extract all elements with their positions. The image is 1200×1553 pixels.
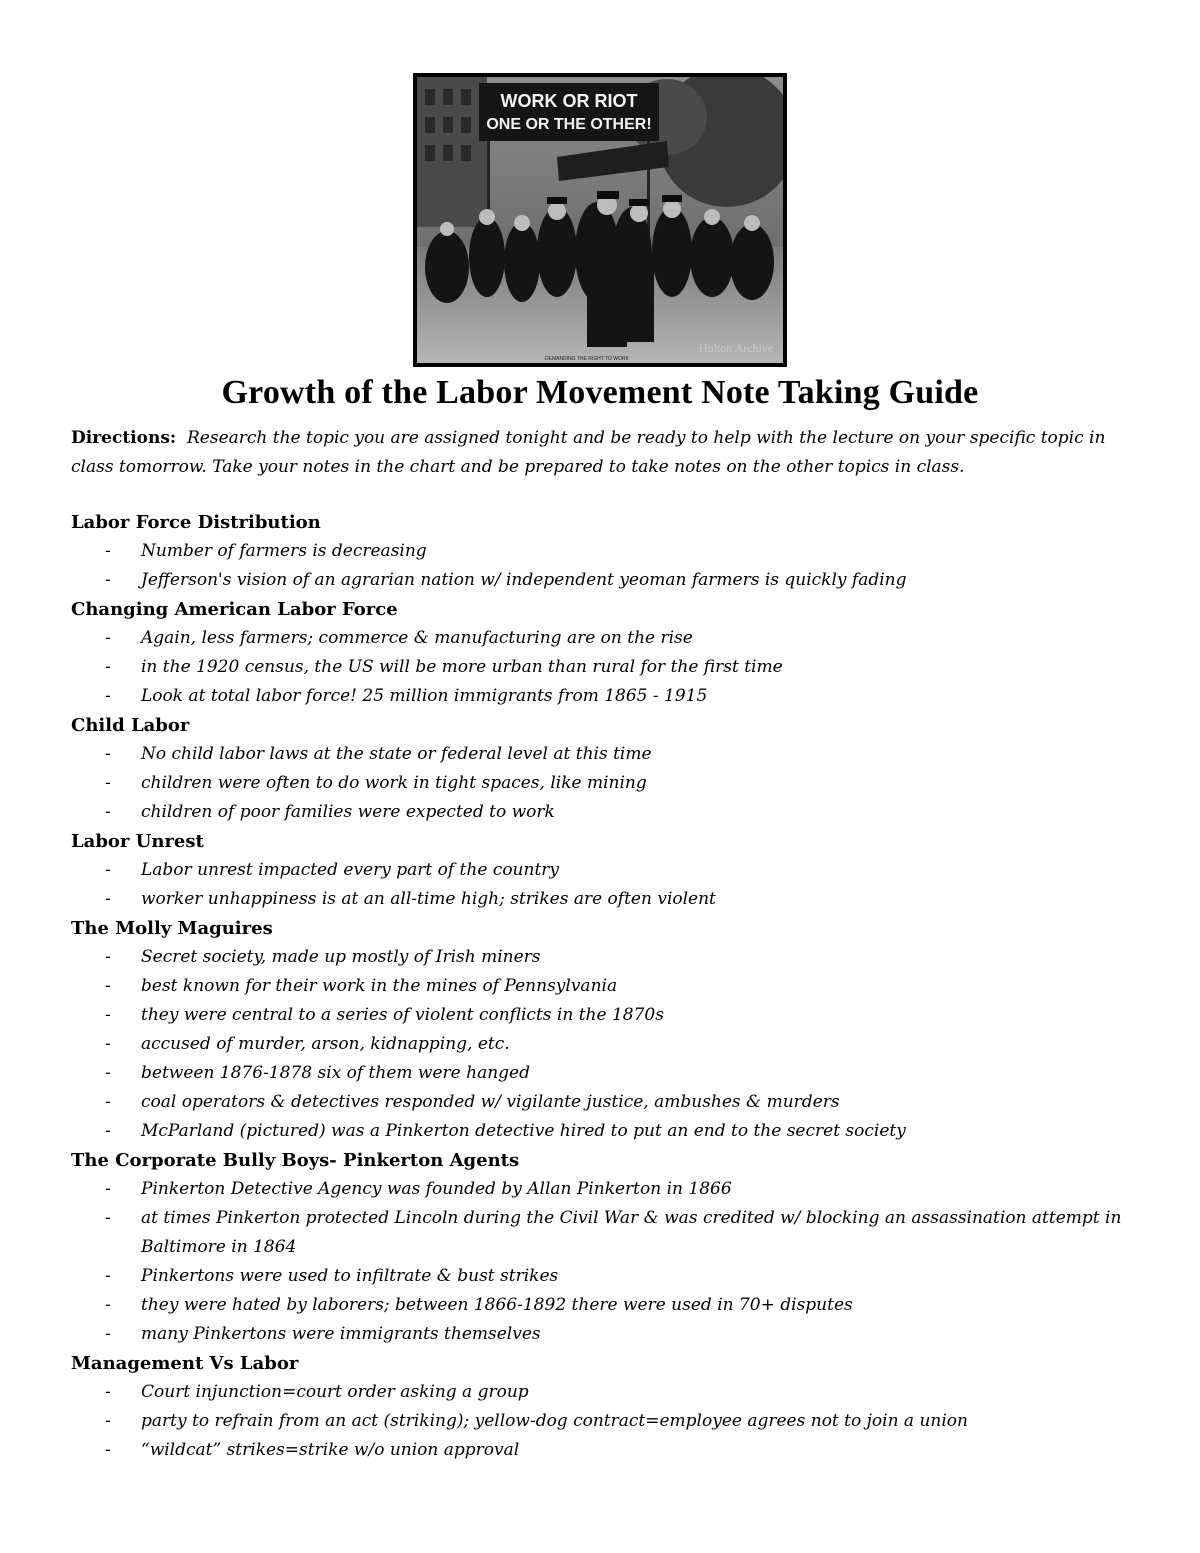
bullet-list	[71, 943, 1151, 1146]
section-heading: Changing American Labor Force	[71, 599, 398, 620]
bullet-list	[71, 740, 1151, 827]
list-item	[71, 972, 1151, 1001]
dash-bullet-icon: -	[105, 1005, 111, 1025]
list-item	[71, 1378, 1151, 1407]
bullet-text: Look at total labor force! 25 million immigrants from 1865 - 1915	[141, 686, 708, 706]
bullet-list	[71, 624, 1151, 711]
section-heading: The Corporate Bully Boys- Pinkerton Agents	[71, 1150, 520, 1171]
bullet-text: many Pinkertons were immigrants themselves	[141, 1324, 541, 1344]
section	[71, 914, 1151, 1146]
dash-bullet-icon: -	[105, 1382, 111, 1402]
bullet-text: “wildcat” strikes=strike w/o union approval	[141, 1440, 520, 1460]
banner-line-2: ONE OR THE OTHER!	[486, 116, 652, 133]
notes-content	[71, 508, 1151, 1465]
section-heading: Labor Unrest	[71, 831, 204, 852]
list-item	[71, 1175, 1151, 1204]
section-heading: Child Labor	[71, 715, 190, 736]
dash-bullet-icon: -	[105, 744, 111, 764]
section-heading: Labor Force Distribution	[71, 512, 321, 533]
dash-bullet-icon: -	[105, 1179, 111, 1199]
section-heading: The Molly Maguires	[71, 918, 273, 939]
dash-bullet-icon: -	[105, 947, 111, 967]
dash-bullet-icon: -	[105, 1295, 111, 1315]
dash-bullet-icon: -	[105, 773, 111, 793]
directions-text: Research the topic you are assigned tonight and be ready to help with the lecture on your specific topic in class tomorrow. Take your notes in the chart and be prepared to take notes on the other topics in class.	[71, 428, 1106, 477]
list-item	[71, 1117, 1151, 1146]
list-item	[71, 1291, 1151, 1320]
page-title: Growth of the Labor Movement Note Taking Guide	[221, 374, 979, 411]
bullet-text: Jefferson's vision of an agrarian nation w/ independent yeoman farmers is quickly fading	[141, 570, 907, 590]
bullet-text: Number of farmers is decreasing	[141, 541, 427, 561]
section	[71, 827, 1151, 914]
list-item	[71, 798, 1151, 827]
dash-bullet-icon: -	[105, 657, 111, 677]
bullet-text: children were often to do work in tight spaces, like mining	[141, 773, 647, 793]
list-item	[71, 856, 1151, 885]
list-item	[71, 1262, 1151, 1291]
photo-caption: DEMANDING THE RIGHT TO WORK	[545, 356, 629, 362]
list-item	[71, 740, 1151, 769]
bullet-text: McParland (pictured) was a Pinkerton detective hired to put an end to the secret society	[141, 1121, 906, 1141]
list-item	[71, 1436, 1151, 1465]
dash-bullet-icon: -	[105, 570, 111, 590]
header-photo	[413, 73, 787, 367]
bullet-text: accused of murder, arson, kidnapping, etc.	[141, 1034, 510, 1054]
list-item	[71, 1088, 1151, 1117]
dash-bullet-icon: -	[105, 1266, 111, 1286]
section	[71, 595, 1151, 711]
list-item	[71, 566, 1151, 595]
directions-label: Directions:	[71, 428, 177, 448]
dash-bullet-icon: -	[105, 1411, 111, 1431]
list-item	[71, 1059, 1151, 1088]
bullet-text: in the 1920 census, the US will be more urban than rural for the first time	[141, 657, 783, 677]
dash-bullet-icon: -	[105, 686, 111, 706]
list-item	[71, 1001, 1151, 1030]
list-item	[71, 1407, 1151, 1436]
bullet-text: party to refrain from an act (striking); yellow-dog contract=employee agrees not to join a union	[141, 1411, 968, 1431]
bullet-text: Pinkertons were used to infiltrate & bust strikes	[141, 1266, 559, 1286]
bullet-text: coal operators & detectives responded w/ vigilante justice, ambushes & murders	[141, 1092, 840, 1112]
dash-bullet-icon: -	[105, 802, 111, 822]
section	[71, 508, 1151, 595]
bullet-text: Secret society, made up mostly of Irish miners	[141, 947, 541, 967]
bullet-text: Pinkerton Detective Agency was founded by Allan Pinkerton in 1866	[141, 1179, 732, 1199]
list-item	[71, 943, 1151, 972]
bullet-text: between 1876-1878 six of them were hanged	[141, 1063, 530, 1083]
section-heading: Management Vs Labor	[71, 1353, 299, 1374]
dash-bullet-icon: -	[105, 1440, 111, 1460]
dash-bullet-icon: -	[105, 1034, 111, 1054]
dash-bullet-icon: -	[105, 1208, 111, 1228]
bullet-list	[71, 1175, 1151, 1349]
section	[71, 711, 1151, 827]
section	[71, 1349, 1151, 1465]
dash-bullet-icon: -	[105, 1324, 111, 1344]
dash-bullet-icon: -	[105, 628, 111, 648]
banner-line-1: WORK OR RIOT	[500, 91, 638, 111]
dash-bullet-icon: -	[105, 1121, 111, 1141]
list-item	[71, 1204, 1151, 1262]
bullet-list	[71, 856, 1151, 914]
directions	[71, 424, 1141, 482]
dash-bullet-icon: -	[105, 889, 111, 909]
list-item	[71, 537, 1151, 566]
bullet-text: they were central to a series of violent conflicts in the 1870s	[141, 1005, 664, 1025]
list-item	[71, 1030, 1151, 1059]
bullet-text: worker unhappiness is at an all-time high; strikes are often violent	[141, 889, 716, 909]
list-item	[71, 885, 1151, 914]
protest-march-photo	[417, 77, 783, 363]
photo-watermark: Hulton Archive	[699, 341, 774, 355]
bullet-text: best known for their work in the mines of Pennsylvania	[141, 976, 618, 996]
bullet-text: No child labor laws at the state or federal level at this time	[141, 744, 652, 764]
list-item	[71, 682, 1151, 711]
dash-bullet-icon: -	[105, 1092, 111, 1112]
bullet-text: at times Pinkerton protected Lincoln during the Civil War & was credited w/ blocking an assassination attempt in Baltimore in 1864	[141, 1208, 1122, 1257]
bullet-list	[71, 537, 1151, 595]
list-item	[71, 624, 1151, 653]
dash-bullet-icon: -	[105, 976, 111, 996]
dash-bullet-icon: -	[105, 860, 111, 880]
bullet-text: Court injunction=court order asking a group	[141, 1382, 529, 1402]
list-item	[71, 653, 1151, 682]
bullet-list	[71, 1378, 1151, 1465]
dash-bullet-icon: -	[105, 1063, 111, 1083]
bullet-text: they were hated by laborers; between 1866-1892 there were used in 70+ disputes	[141, 1295, 853, 1315]
list-item	[71, 1320, 1151, 1349]
section	[71, 1146, 1151, 1349]
bullet-text: children of poor families were expected to work	[141, 802, 555, 822]
bullet-text: Again, less farmers; commerce & manufacturing are on the rise	[141, 628, 693, 648]
dash-bullet-icon: -	[105, 541, 111, 561]
list-item	[71, 769, 1151, 798]
bullet-text: Labor unrest impacted every part of the country	[141, 860, 560, 880]
